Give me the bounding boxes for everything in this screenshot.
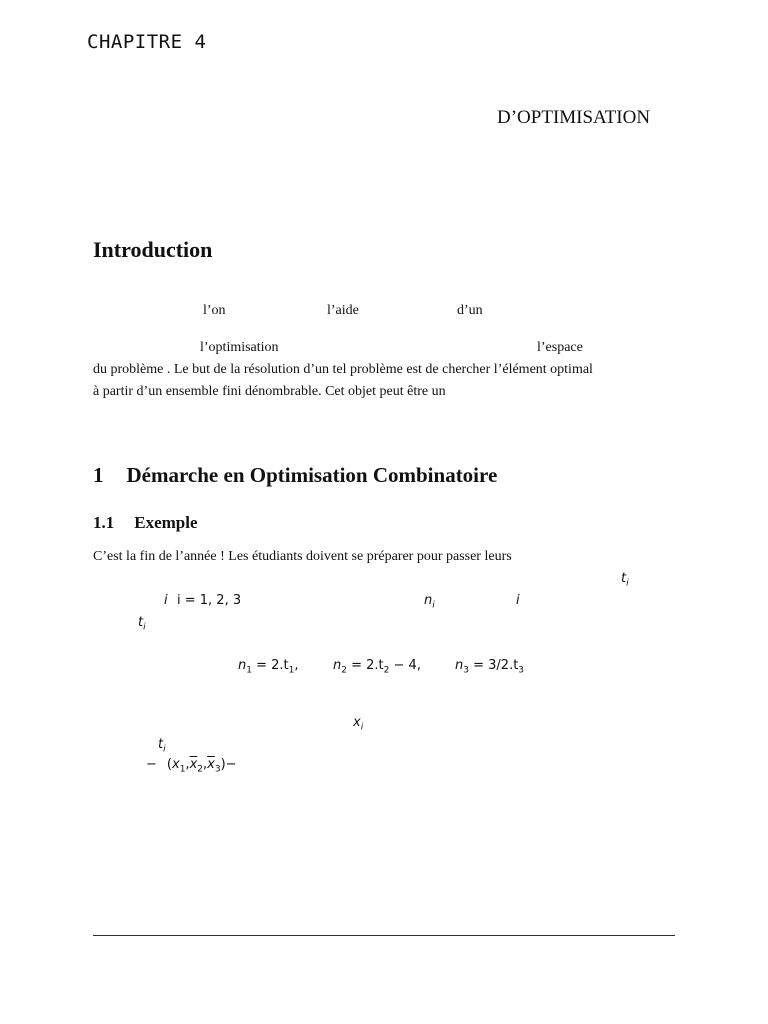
intro-fragment: l’optimisation xyxy=(200,340,279,355)
footnote-rule xyxy=(93,935,675,936)
section-title: Démarche en Optimisation Combinatoire xyxy=(126,463,498,487)
math-ni: $n_i$ xyxy=(424,593,435,611)
intro-fragment: d’un xyxy=(457,303,483,318)
equation-n3: $n_3 = 3/2.t_3$ xyxy=(455,658,525,676)
math-i-range: i = 1, 2, 3 xyxy=(177,593,242,608)
intro-fragment: l’on xyxy=(203,303,226,318)
math-i: i xyxy=(164,593,168,608)
intro-paragraph-line: à partir d’un ensemble fini dénombrable. Cet objet peut être un xyxy=(93,384,446,399)
math-ti: $t_i$ xyxy=(138,615,146,633)
math-xi: $x_i$ xyxy=(353,715,364,733)
intro-fragment: l’aide xyxy=(327,303,359,318)
math-ti: $t_i$ xyxy=(621,571,629,589)
intro-paragraph-line: du problème . Le but de la résolution d’un tel problème est de chercher l’élément optimal xyxy=(93,362,593,377)
section-heading xyxy=(93,463,497,488)
intro-fragment: l’espace xyxy=(537,340,583,355)
chapter-title: D’OPTIMISATION xyxy=(497,107,651,128)
math-vector: − $(x_1,\overline{x}_2,\overline{x}_3)-$ xyxy=(146,757,237,775)
equation-n1: $n_1 = 2.t_1$, xyxy=(238,658,299,676)
subsection-number: 1.1 xyxy=(93,513,115,532)
math-i: i xyxy=(516,593,520,608)
example-paragraph: C’est la fin de l’année ! Les étudiants doivent se préparer pour passer leurs xyxy=(93,549,512,564)
subsection-heading xyxy=(93,513,198,533)
introduction-heading: Introduction xyxy=(93,237,213,262)
subsection-title: Exemple xyxy=(134,513,198,532)
section-number: 1 xyxy=(93,463,104,487)
equation-n2: $n_2 = 2.t_2 - 4$, xyxy=(333,658,421,676)
chapter-label: CHAPITRE 4 xyxy=(87,31,207,53)
math-ti: $t_i$ xyxy=(158,737,166,755)
